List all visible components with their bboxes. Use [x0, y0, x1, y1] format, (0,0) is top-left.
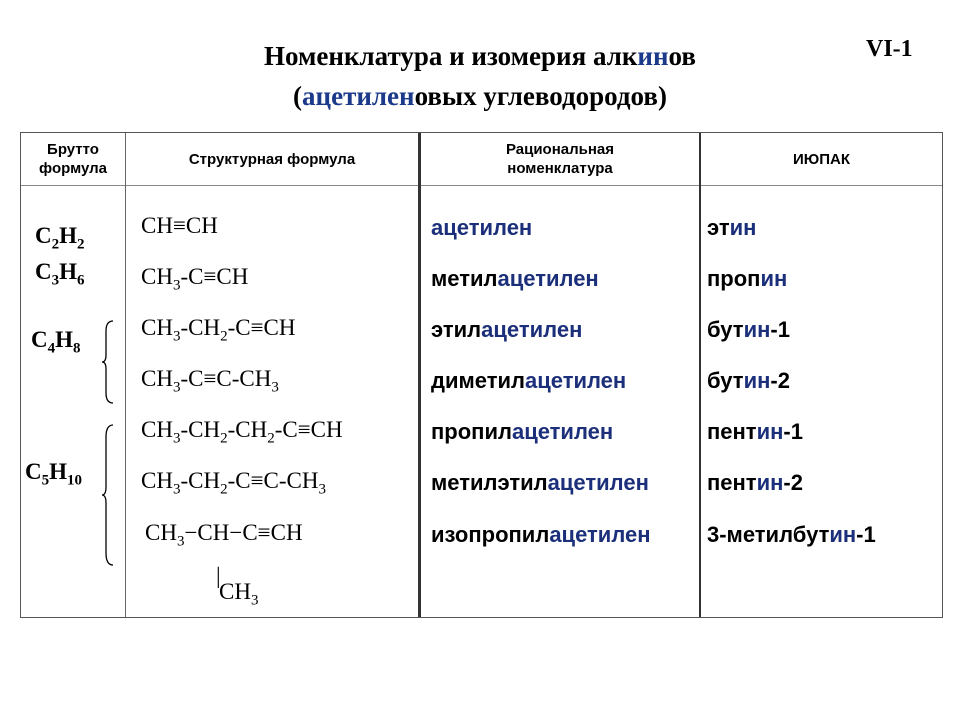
column-divider [125, 133, 126, 617]
header-text: Брутто [47, 141, 99, 158]
rational-name: этилацетилен [431, 317, 583, 342]
structural-formula: $CH_3-CH_2-C\equiv CH$ [141, 315, 296, 345]
brutto-formula: $C_5H_{10}$ [25, 459, 83, 489]
brutto-formula: $C_3H_6$ [35, 259, 85, 289]
title-text: овых углеводородов) [414, 81, 667, 111]
slide-id: VI-1 [866, 36, 913, 62]
title-text: Номенклатура и изомерия алк [264, 41, 638, 71]
structural-formula: $CH_3-CH-C\equiv CH$ [145, 520, 303, 550]
header-divider [21, 185, 942, 186]
brutto-formula: $C_4H_8$ [31, 327, 81, 357]
brace-c5h10 [101, 423, 115, 567]
title-highlight: ин [637, 41, 669, 71]
page-title [0, 36, 960, 116]
title-highlight: ацетилен [302, 81, 415, 111]
iupac-name: этин [707, 215, 757, 240]
title-text: ов [668, 41, 696, 71]
header-structural [126, 133, 418, 185]
rational-name: ацетилен [431, 215, 533, 240]
rational-name: метилэтилацетилен [431, 470, 649, 495]
header-text: ИЮПАК [792, 150, 851, 168]
header-brutto [21, 133, 125, 185]
title-line-2 [0, 76, 960, 116]
header-rational [421, 133, 699, 185]
rational-name: метилацетилен [431, 266, 599, 291]
brutto-formula: $C_2H_2$ [35, 223, 85, 253]
column-divider [418, 133, 421, 617]
iupac-name: бутин-2 [707, 368, 790, 393]
structural-formula: $CH_3-C\equiv C-CH_3$ [141, 366, 279, 396]
nomenclature-table [20, 132, 943, 618]
structural-formula: $CH_3-C\equiv CH$ [141, 264, 249, 294]
iupac-name: пентин-2 [707, 470, 803, 495]
column-divider [699, 133, 701, 617]
title-line-1 [0, 36, 960, 76]
iupac-name: пентин-1 [707, 419, 803, 444]
branch-bond: | [216, 563, 221, 588]
rational-name: пропилацетилен [431, 419, 614, 444]
structural-formula: $CH_3-CH_2-CH_2-C\equiv CH$ [141, 417, 343, 447]
header-iupac [701, 133, 942, 185]
header-text: Структурная формула [188, 150, 356, 168]
structural-formula: $CH_3-CH_2-C\equiv C-CH_3$ [141, 468, 326, 498]
iupac-name: 3-метилбутин-1 [707, 522, 876, 547]
iupac-name: пропин [707, 266, 788, 291]
branch-methyl: $CH_3$ [219, 579, 259, 609]
brace-c4h8 [101, 319, 115, 405]
rational-name: изопропилацетилен [431, 522, 651, 547]
structural-formula: CH≡CH [141, 213, 218, 238]
iupac-name: бутин-1 [707, 317, 790, 342]
header-text: Рациональная [505, 141, 615, 158]
header-text: формула [39, 160, 107, 177]
title-text: ( [293, 81, 303, 111]
rational-name: диметилацетилен [431, 368, 627, 393]
header-text: номенклатура [507, 160, 613, 177]
